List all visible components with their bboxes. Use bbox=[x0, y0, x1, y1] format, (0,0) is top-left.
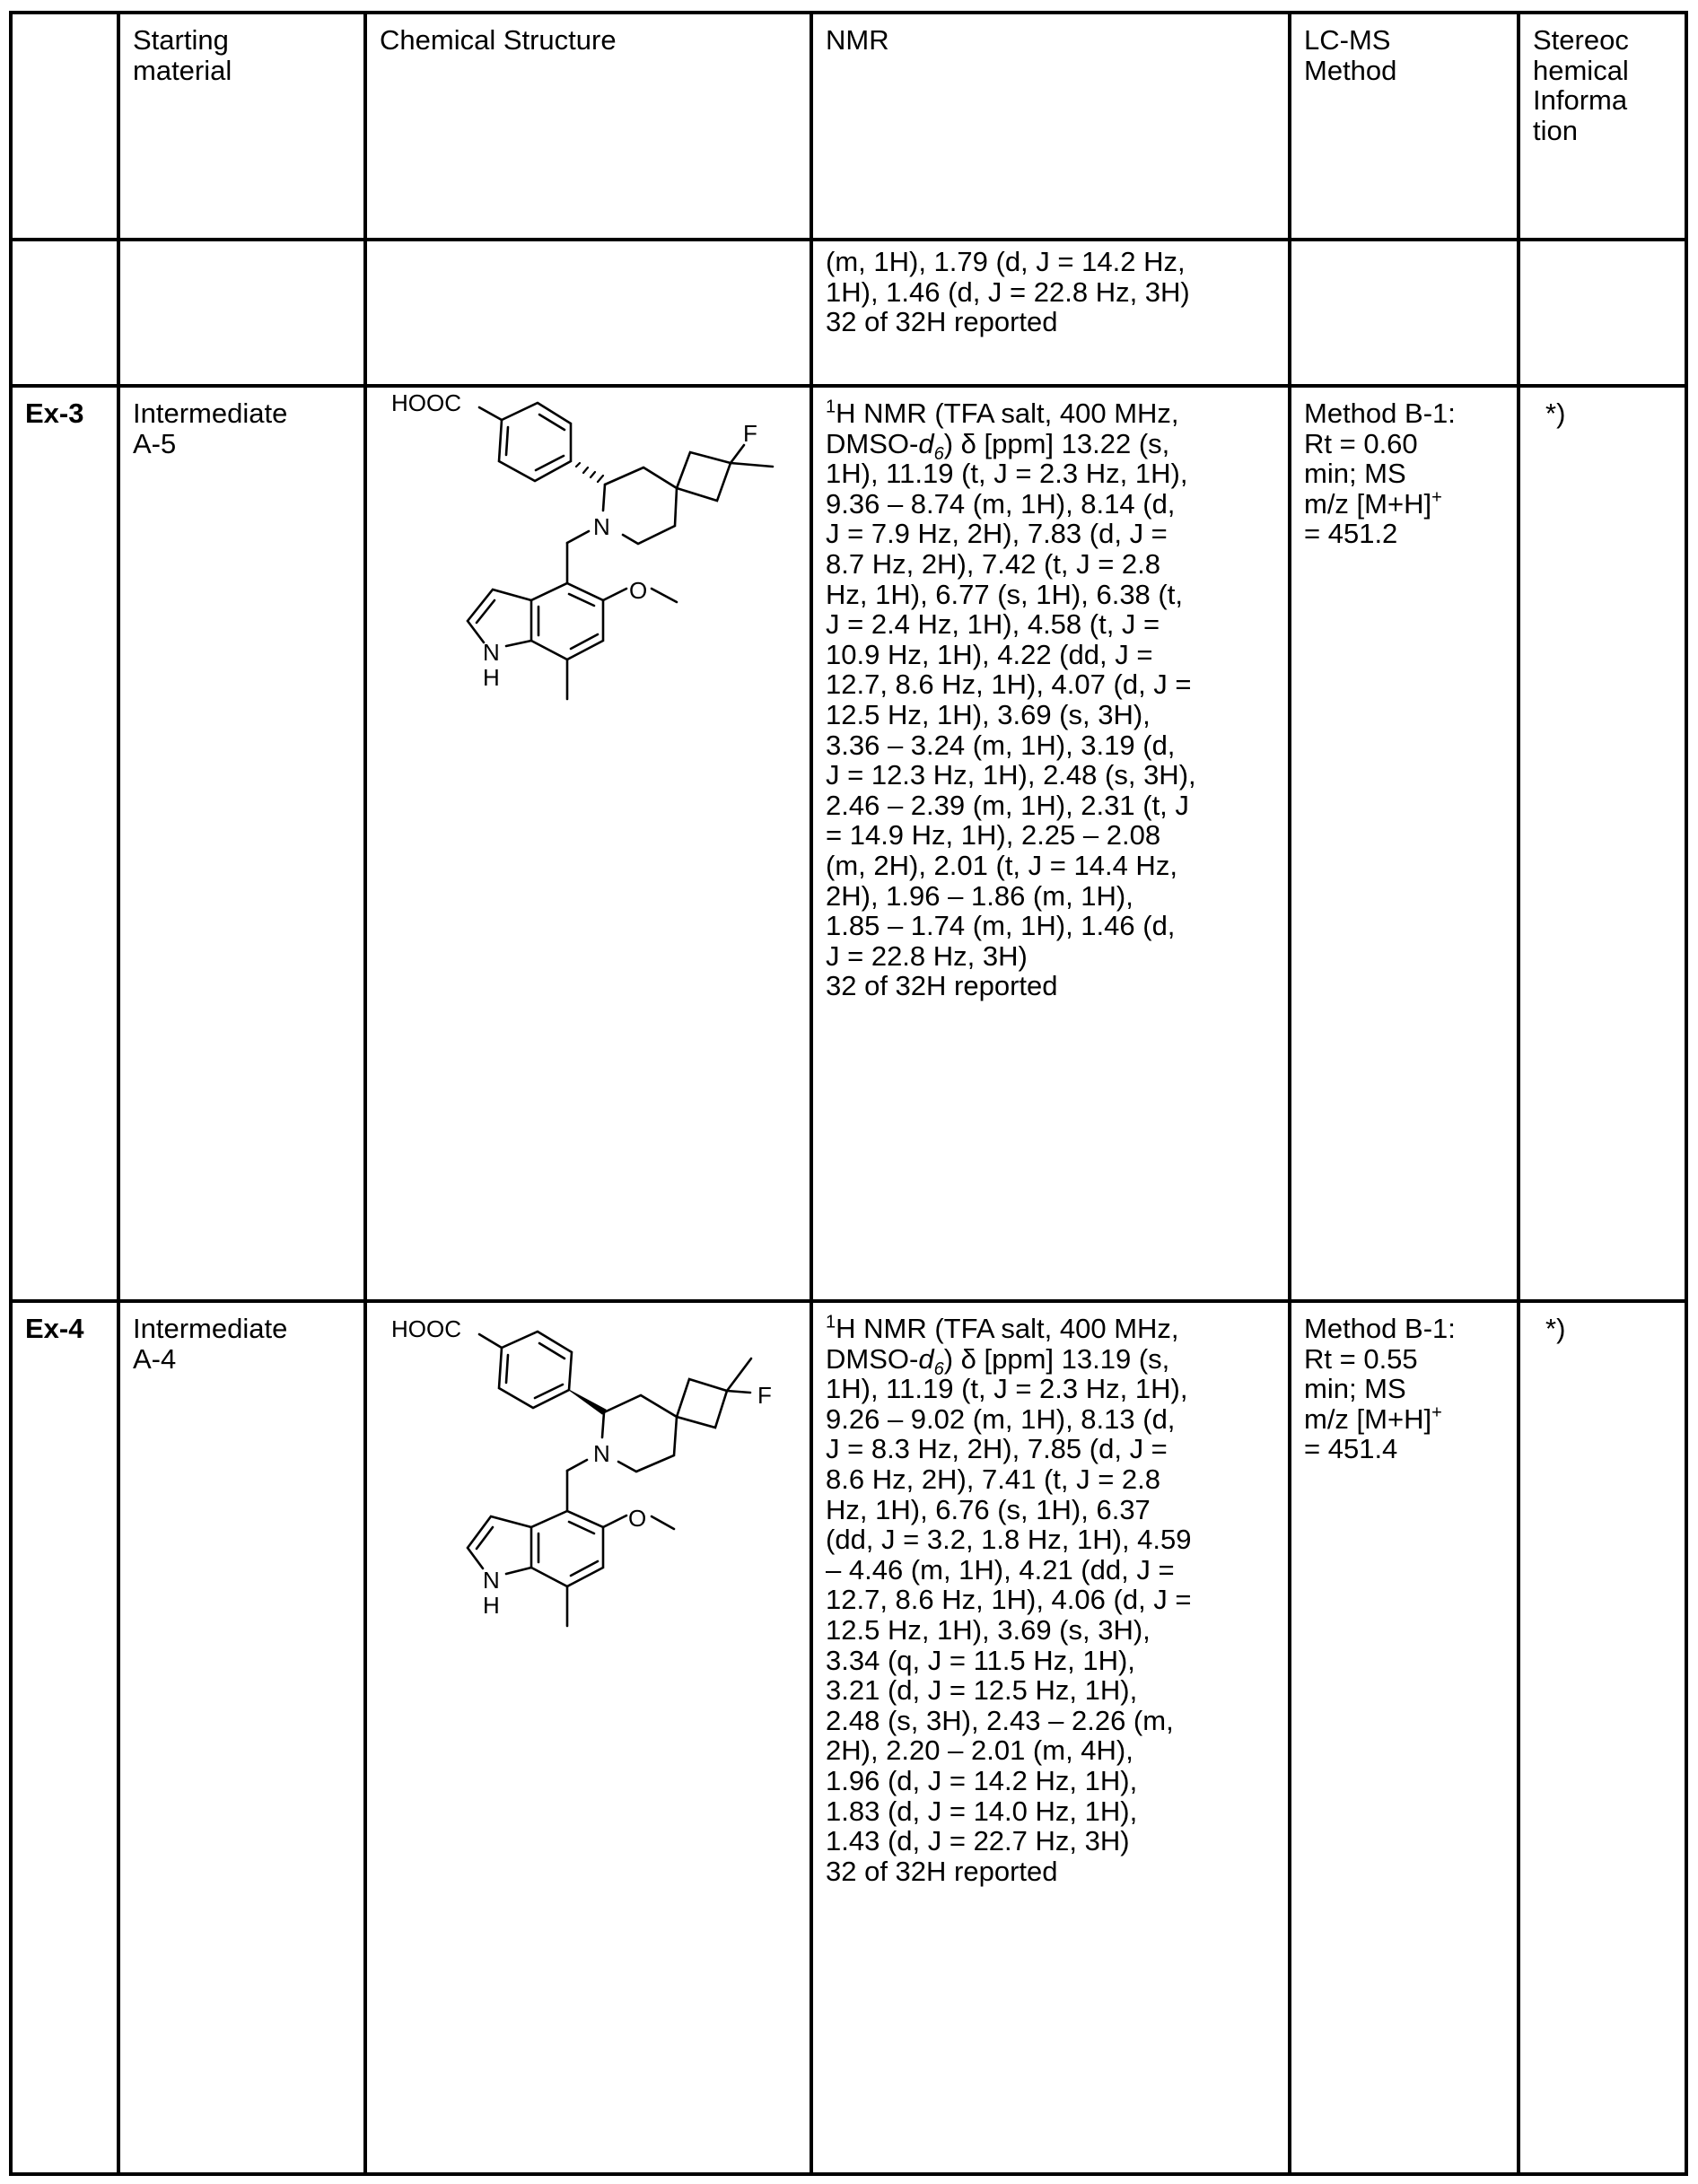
nmr-line: 1H), 11.19 (t, J = 2.3 Hz, 1H), bbox=[826, 458, 1188, 490]
starting-material-text: A-4 bbox=[133, 1342, 177, 1375]
subscript: 6 bbox=[933, 443, 944, 464]
header-text: tion bbox=[1533, 114, 1578, 146]
nmr-text: H NMR (TFA salt, 400 MHz, bbox=[836, 1313, 1179, 1344]
nmr-line: 1.83 (d, J = 14.0 Hz, 1H), bbox=[826, 1795, 1138, 1827]
nmr-line: J = 7.9 Hz, 2H), 7.83 (d, J = bbox=[826, 518, 1168, 550]
header-text: LC-MS bbox=[1304, 24, 1391, 56]
acid-label: HOOC bbox=[391, 1315, 461, 1342]
nmr-line: 2.46 – 2.39 (m, 1H), 2.31 (t, J bbox=[826, 789, 1189, 821]
nmr-line: 9.26 – 9.02 (m, 1H), 8.13 (d, bbox=[826, 1402, 1176, 1435]
nmr-solvent-line bbox=[826, 1342, 1279, 1379]
lcms-text: Method B-1: bbox=[1304, 1313, 1456, 1344]
lcms-text: min; MS bbox=[1304, 458, 1406, 490]
nmr-line: 2H), 2.20 – 2.01 (m, 4H), bbox=[826, 1734, 1133, 1767]
nmr-text: H NMR (TFA salt, 400 MHz, bbox=[836, 397, 1179, 429]
nmr-line: 1H), 1.46 (d, J = 22.8 Hz, 3H) bbox=[826, 275, 1190, 308]
superscript: 1 bbox=[826, 1312, 836, 1332]
header-text: Informa bbox=[1533, 84, 1628, 117]
fluoro-label: F bbox=[757, 1382, 772, 1409]
nmr-line: 12.7, 8.6 Hz, 1H), 4.06 (d, J = bbox=[826, 1584, 1192, 1616]
indole-n-label: N bbox=[483, 639, 500, 666]
cell-empty bbox=[1519, 240, 1686, 386]
cell-empty bbox=[1290, 240, 1519, 386]
nmr-line: (m, 1H), 1.79 (d, J = 14.2 Hz, bbox=[826, 246, 1186, 277]
nmr-line: J = 8.3 Hz, 2H), 7.85 (d, J = bbox=[826, 1433, 1168, 1465]
nmr-line: 32 of 32H reported bbox=[826, 306, 1058, 338]
amine-n-label: N bbox=[593, 513, 610, 540]
lcms-cell bbox=[1290, 386, 1519, 1301]
nmr-line: = 14.9 Hz, 1H), 2.25 – 2.08 bbox=[826, 819, 1161, 852]
nmr-line: 32 of 32H reported bbox=[826, 1855, 1058, 1887]
lcms-text bbox=[1304, 489, 1508, 520]
nmr-text: DMSO- bbox=[826, 427, 919, 459]
lcms-text: m/z [M+H] bbox=[1304, 1402, 1432, 1435]
starting-material-text: Intermediate bbox=[133, 397, 288, 429]
header-stereochemical-information bbox=[1519, 13, 1686, 240]
header-row bbox=[11, 13, 1686, 240]
nmr-line: – 4.46 (m, 1H), 4.21 (dd, J = bbox=[826, 1553, 1175, 1586]
header-text: Method bbox=[1304, 54, 1397, 86]
lcms-text: Rt = 0.55 bbox=[1304, 1342, 1418, 1375]
nmr-line: Hz, 1H), 6.76 (s, 1H), 6.37 bbox=[826, 1493, 1151, 1525]
lcms-text: Method B-1: bbox=[1304, 397, 1456, 429]
nmr-line: J = 12.3 Hz, 1H), 2.48 (s, 3H), bbox=[826, 759, 1196, 791]
nmr-header-line bbox=[826, 398, 1279, 429]
cell-empty bbox=[365, 240, 811, 386]
indole-n-label: N bbox=[483, 1567, 500, 1594]
nmr-line: 3.36 – 3.24 (m, 1H), 3.19 (d, bbox=[826, 729, 1176, 761]
starting-material-text: A-5 bbox=[133, 427, 177, 459]
header-chemical-structure bbox=[365, 13, 811, 240]
lcms-text: m/z [M+H] bbox=[1304, 487, 1432, 520]
table-row-ex-4 bbox=[11, 1301, 1686, 2174]
nmr-line: 3.34 (q, J = 11.5 Hz, 1H), bbox=[826, 1644, 1135, 1676]
nmr-line: 8.7 Hz, 2H), 7.42 (t, J = 2.8 bbox=[826, 547, 1161, 580]
chemical-structure-ex-3-image bbox=[367, 388, 811, 764]
nmr-line: 10.9 Hz, 1H), 4.22 (dd, J = bbox=[826, 638, 1153, 670]
lcms-text: Rt = 0.60 bbox=[1304, 427, 1418, 459]
header-nmr bbox=[811, 13, 1290, 240]
nmr-text: d bbox=[918, 427, 934, 459]
nmr-continuation-cell bbox=[811, 240, 1290, 386]
methoxy-o-label: O bbox=[629, 577, 648, 604]
nmr-solvent-line bbox=[826, 427, 1279, 464]
indole-h-label: H bbox=[483, 1592, 500, 1619]
starting-material-cell bbox=[118, 1301, 365, 2174]
nmr-line: 12.5 Hz, 1H), 3.69 (s, 3H), bbox=[826, 698, 1151, 730]
stereo-info-cell: *) bbox=[1519, 1301, 1686, 2174]
fluoro-label: F bbox=[743, 420, 757, 447]
nmr-line: 1.43 (d, J = 22.7 Hz, 3H) bbox=[826, 1825, 1130, 1857]
nmr-line: 1H), 11.19 (t, J = 2.3 Hz, 1H), bbox=[826, 1373, 1188, 1405]
nmr-line: 1.96 (d, J = 14.2 Hz, 1H), bbox=[826, 1764, 1138, 1796]
header-text: Starting bbox=[133, 24, 229, 56]
superscript: 1 bbox=[826, 397, 836, 417]
nmr-line: 3.21 (d, J = 12.5 Hz, 1H), bbox=[826, 1674, 1138, 1707]
superscript: + bbox=[1431, 1402, 1442, 1423]
lcms-text bbox=[1304, 1404, 1508, 1435]
nmr-text: ) δ [ppm] 13.22 (s, bbox=[943, 427, 1170, 459]
example-id: Ex-4 bbox=[11, 1301, 118, 2174]
continuation-row bbox=[11, 240, 1686, 386]
header-text: Chemical Structure bbox=[380, 24, 617, 56]
nmr-line: (m, 2H), 2.01 (t, J = 14.4 Hz, bbox=[826, 849, 1177, 881]
lcms-cell bbox=[1290, 1301, 1519, 2174]
superscript: + bbox=[1431, 487, 1442, 508]
nmr-line: 2H), 1.96 – 1.86 (m, 1H), bbox=[826, 879, 1133, 912]
header-starting-material bbox=[118, 13, 365, 240]
lcms-text: = 451.2 bbox=[1304, 518, 1398, 550]
compound-data-table bbox=[9, 11, 1688, 2176]
nmr-line: 32 of 32H reported bbox=[826, 970, 1058, 1002]
example-id: Ex-3 bbox=[11, 386, 118, 1301]
nmr-line: 8.6 Hz, 2H), 7.41 (t, J = 2.8 bbox=[826, 1463, 1161, 1495]
methoxy-o-label: O bbox=[628, 1505, 647, 1532]
nmr-cell bbox=[811, 386, 1290, 1301]
header-text: hemical bbox=[1533, 54, 1629, 86]
nmr-text: DMSO- bbox=[826, 1342, 919, 1375]
nmr-line: 2.48 (s, 3H), 2.43 – 2.26 (m, bbox=[826, 1704, 1174, 1736]
nmr-line: J = 2.4 Hz, 1H), 4.58 (t, J = bbox=[826, 608, 1160, 641]
nmr-text: ) δ [ppm] 13.19 (s, bbox=[943, 1342, 1170, 1375]
acid-label: HOOC bbox=[391, 389, 461, 416]
nmr-line: 12.7, 8.6 Hz, 1H), 4.07 (d, J = bbox=[826, 668, 1192, 701]
amine-n-label: N bbox=[593, 1440, 610, 1467]
nmr-line: 9.36 – 8.74 (m, 1H), 8.14 (d, bbox=[826, 487, 1176, 520]
nmr-text: d bbox=[918, 1342, 934, 1375]
chemical-structure-cell bbox=[365, 1301, 811, 2174]
nmr-line: J = 22.8 Hz, 3H) bbox=[826, 939, 1028, 972]
indole-h-label: H bbox=[483, 664, 500, 691]
starting-material-cell bbox=[118, 386, 365, 1301]
starting-material-text: Intermediate bbox=[133, 1313, 288, 1344]
nmr-line: (dd, J = 3.2, 1.8 Hz, 1H), 4.59 bbox=[826, 1524, 1192, 1556]
header-text: NMR bbox=[826, 24, 889, 56]
header-text: Stereoc bbox=[1533, 24, 1629, 56]
subscript: 6 bbox=[933, 1358, 944, 1379]
chemical-structure-cell bbox=[365, 386, 811, 1301]
nmr-line: 1.85 – 1.74 (m, 1H), 1.46 (d, bbox=[826, 910, 1176, 942]
header-lcms-method bbox=[1290, 13, 1519, 240]
header-example-id bbox=[11, 13, 118, 240]
table-row-ex-3 bbox=[11, 386, 1686, 1301]
chemical-structure-ex-4-image bbox=[367, 1303, 811, 1680]
cell-empty bbox=[11, 240, 118, 386]
nmr-line: 12.5 Hz, 1H), 3.69 (s, 3H), bbox=[826, 1613, 1151, 1646]
nmr-cell bbox=[811, 1301, 1290, 2174]
nmr-line: Hz, 1H), 6.77 (s, 1H), 6.38 (t, bbox=[826, 578, 1183, 610]
cell-empty bbox=[118, 240, 365, 386]
lcms-text: = 451.4 bbox=[1304, 1433, 1398, 1465]
stereo-info-cell: *) bbox=[1519, 386, 1686, 1301]
nmr-header-line bbox=[826, 1314, 1279, 1344]
lcms-text: min; MS bbox=[1304, 1373, 1406, 1405]
header-text: material bbox=[133, 54, 232, 86]
